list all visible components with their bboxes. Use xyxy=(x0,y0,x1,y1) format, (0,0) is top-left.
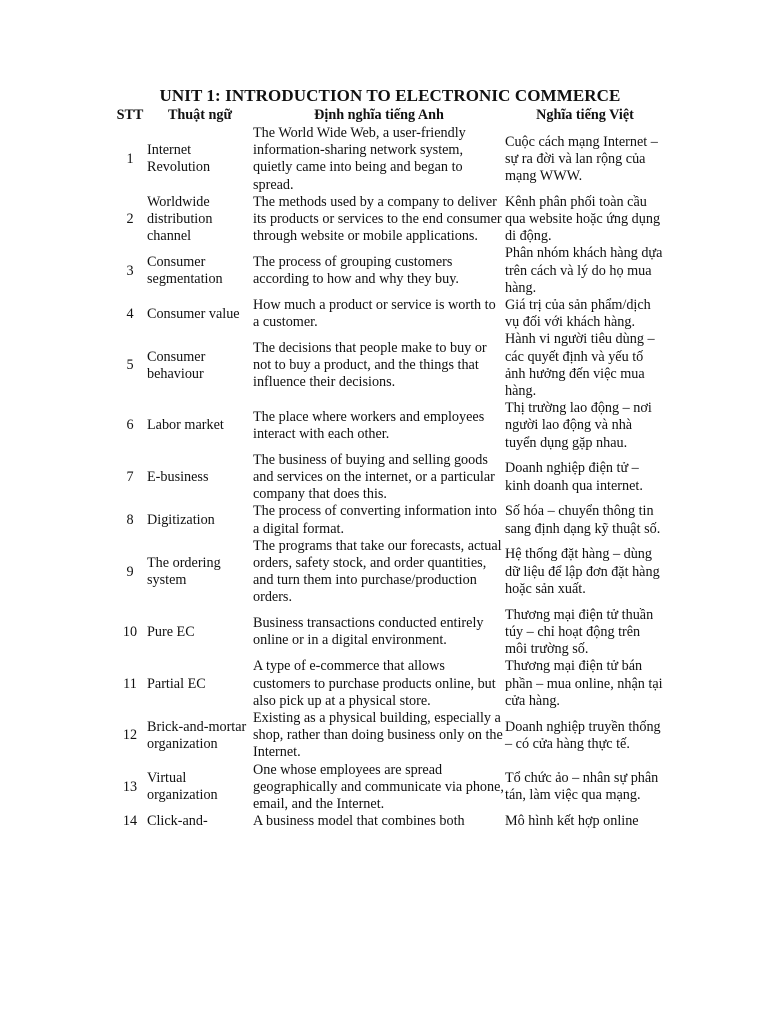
term-cell: E-business xyxy=(147,469,209,486)
table-row xyxy=(113,125,665,194)
table-row xyxy=(113,538,665,607)
term-cell: Pure EC xyxy=(147,623,195,640)
english-definition-cell: The process of converting information into a digital format. xyxy=(253,503,497,537)
english-definition-cell: The programs that take our forecasts, actual orders, safety stock, and order quantities, and turn them into purchase/production orders. xyxy=(253,537,502,606)
table-row xyxy=(113,297,665,331)
table-row xyxy=(113,194,665,246)
row-number: 1 xyxy=(126,150,134,167)
english-definition-cell: How much a product or service is worth to a customer. xyxy=(253,297,496,331)
row-number: 5 xyxy=(126,357,134,374)
term-cell: Partial EC xyxy=(147,675,206,692)
table-row xyxy=(113,762,665,814)
row-number: 7 xyxy=(126,469,134,486)
row-number: 11 xyxy=(123,675,137,692)
header-term: Thuật ngữ xyxy=(167,106,233,123)
english-definition-cell: A business model that combines both xyxy=(253,813,465,830)
english-definition-cell: The process of grouping customers according to how and why they buy. xyxy=(253,254,459,288)
vietnamese-meaning-cell: Số hóa – chuyển thông tin sang định dạng kỹ thuật số. xyxy=(505,503,661,537)
header-vietnamese: Nghĩa tiếng Việt xyxy=(536,106,634,123)
english-definition-cell: The World Wide Web, a user-friendly information-sharing network system, quietly came into being and began to spread. xyxy=(253,125,466,193)
table-row xyxy=(113,245,665,297)
table-row xyxy=(113,813,665,830)
english-definition-cell: The methods used by a company to deliver its products or services to the end consumer through website or mobile applications. xyxy=(253,193,502,245)
table-row xyxy=(113,452,665,504)
vietnamese-meaning-cell: Hệ thống đặt hàng – dùng dữ liệu để lập đơn đặt hàng hoặc sản xuất. xyxy=(505,546,660,597)
term-cell: Worldwide distribution channel xyxy=(147,193,213,245)
english-definition-cell: The decisions that people make to buy or not to buy a product, and the things that influence their decisions. xyxy=(253,340,487,391)
header-english: Định nghĩa tiếng Anh xyxy=(314,106,444,123)
table-row xyxy=(113,331,665,400)
term-cell: The ordering system xyxy=(147,555,221,589)
term-cell: Consumer value xyxy=(147,305,240,322)
vietnamese-meaning-cell: Mô hình kết hợp online xyxy=(505,813,639,830)
row-number: 4 xyxy=(126,305,134,322)
english-definition-cell: Existing as a physical building, especially a shop, rather than doing business only on the Internet. xyxy=(253,709,503,761)
vietnamese-meaning-cell: Tổ chức ảo – nhân sự phân tán, làm việc qua mạng. xyxy=(505,770,659,804)
term-cell: Virtual organization xyxy=(147,770,218,804)
glossary-table xyxy=(113,106,665,830)
row-number: 2 xyxy=(126,211,134,228)
english-definition-cell: Business transactions conducted entirely online or in a digital environment. xyxy=(253,615,484,649)
row-number: 10 xyxy=(122,623,138,640)
vietnamese-meaning-cell: Thương mại điện tử bán phần – mua online, nhận tại cửa hàng. xyxy=(505,658,663,709)
table-row xyxy=(113,400,665,452)
header-num: STT xyxy=(116,106,144,123)
table-row xyxy=(113,710,665,762)
vietnamese-meaning-cell: Hành vi người tiêu dùng – các quyết định và yếu tố ảnh hưởng đến việc mua hàng. xyxy=(505,331,655,400)
vietnamese-meaning-cell: Giá trị của sản phẩm/dịch vụ đối với khách hàng. xyxy=(505,297,651,331)
table-row xyxy=(113,503,665,537)
english-definition-cell: The place where workers and employees interact with each other. xyxy=(253,408,485,443)
term-cell: Labor market xyxy=(147,417,224,434)
vietnamese-meaning-cell: Phân nhóm khách hàng dựa trên cách và lý do họ mua hàng. xyxy=(505,245,663,296)
term-cell: Consumer segmentation xyxy=(147,254,223,288)
row-number: 6 xyxy=(126,417,134,434)
row-number: 8 xyxy=(126,512,134,529)
table-row xyxy=(113,658,665,710)
vietnamese-meaning-cell: Cuộc cách mạng Internet – sự ra đời và lan rộng của mạng WWW. xyxy=(505,133,658,184)
vietnamese-meaning-cell: Kênh phân phối toàn cầu qua website hoặc ứng dụng di động. xyxy=(505,193,661,245)
page-title: UNIT 1: INTRODUCTION TO ELECTRONIC COMMERCE xyxy=(159,86,621,105)
table-header-row xyxy=(113,106,665,125)
term-cell: Internet Revolution xyxy=(147,142,211,176)
vietnamese-meaning-cell: Doanh nghiệp truyền thống – có cửa hàng thực tế. xyxy=(505,718,661,752)
row-number: 3 xyxy=(126,262,134,279)
row-number: 9 xyxy=(126,563,134,580)
table-row xyxy=(113,607,665,659)
vietnamese-meaning-cell: Doanh nghiệp điện tử – kinh doanh qua internet. xyxy=(505,460,643,494)
vietnamese-meaning-cell: Thị trường lao động – nơi người lao động và nhà tuyển dụng gặp nhau. xyxy=(505,400,652,451)
term-cell: Click-and- xyxy=(147,813,208,830)
vietnamese-meaning-cell: Thương mại điện tử thuần túy – chỉ hoạt động trên môi trường số. xyxy=(505,606,654,658)
term-cell: Consumer behaviour xyxy=(147,348,206,382)
table-body xyxy=(113,125,665,830)
english-definition-cell: The business of buying and selling goods and services on the internet, or a particular company that does this. xyxy=(253,451,495,503)
row-number: 14 xyxy=(122,813,138,830)
row-number: 12 xyxy=(122,727,138,744)
english-definition-cell: A type of e-commerce that allows customers to purchase products online, but also pick up at a physical store. xyxy=(253,658,496,709)
term-cell: Digitization xyxy=(147,512,215,529)
row-number: 13 xyxy=(122,778,138,795)
english-definition-cell: One whose employees are spread geographically and communicate via phone, email, and the Internet. xyxy=(253,761,504,812)
term-cell: Brick-and-mortar organization xyxy=(147,718,247,752)
